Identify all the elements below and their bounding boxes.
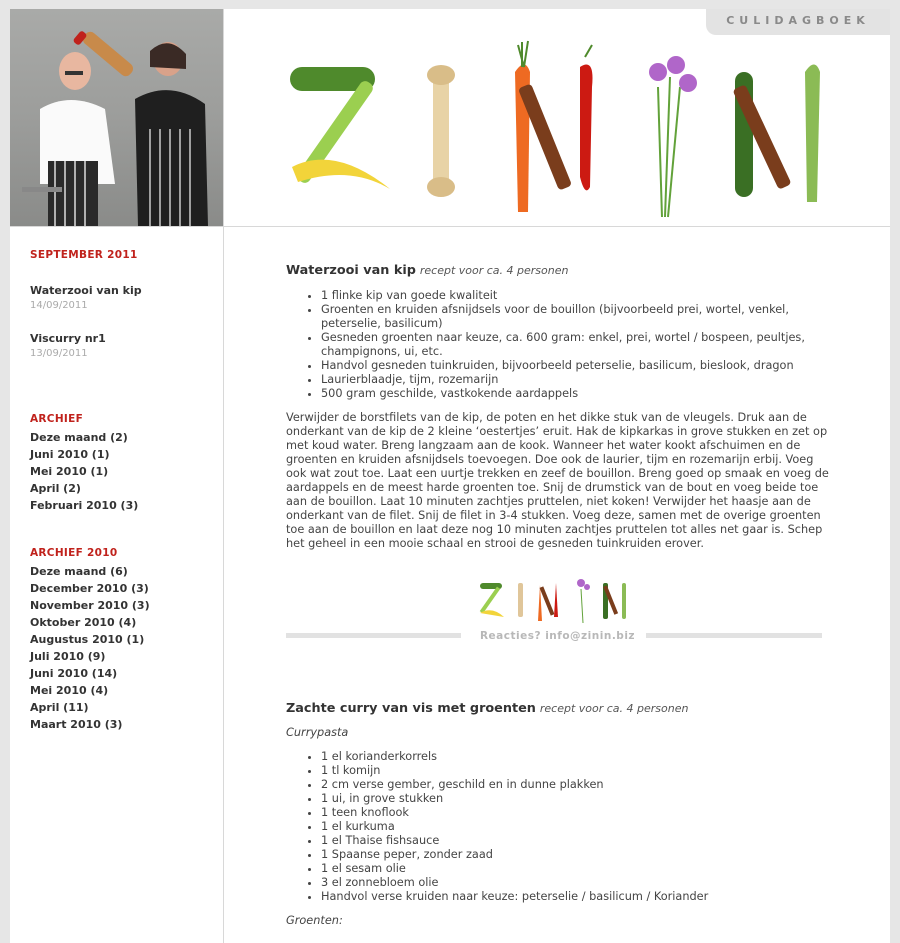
ingredient: • 1 el kurkuma bbox=[321, 820, 831, 834]
ingredient: • 3 el zonnebloem olie bbox=[321, 876, 831, 890]
ingredient: • Gesneden groenten naar keuze, ca. 600 gram: enkel, prei, wortel / bospeen, peultjes, champignons, ui, etc. bbox=[321, 331, 831, 359]
ingredient: • 1 el Thaise fishsauce bbox=[321, 834, 831, 848]
ingredient: • Laurierblaadje, tijm, rozemarijn bbox=[321, 373, 831, 387]
header-photo bbox=[10, 9, 223, 226]
ingredient: • 2 cm verse gember, geschild en in dunne plakken bbox=[321, 778, 831, 792]
ingredient: • 1 ui, in grove stukken bbox=[321, 792, 831, 806]
recipe-curry bbox=[286, 702, 831, 928]
section-heading: Groenten: bbox=[286, 914, 343, 927]
column-divider bbox=[223, 9, 224, 943]
archief-heading: ARCHIEF bbox=[30, 413, 84, 425]
separator-left bbox=[286, 633, 461, 638]
ingredient: • Handvol gesneden tuinkruiden, bijvoorbeeld peterselie, basilicum, bieslook, dragon bbox=[321, 359, 831, 373]
zinin-logo[interactable] bbox=[280, 27, 840, 227]
ingredient: • 500 gram geschilde, vastkokende aardappels bbox=[321, 387, 831, 401]
archief-2010-link[interactable]: Oktober 2010 (4) bbox=[30, 616, 137, 629]
contact-email-link[interactable]: Reacties? info@zinin.biz bbox=[479, 630, 636, 642]
archief-link[interactable]: Deze maand (2) bbox=[30, 431, 128, 444]
separator-right bbox=[646, 633, 822, 638]
archief-2010-link[interactable]: Juli 2010 (9) bbox=[30, 650, 106, 663]
ingredient: • 1 teen knoflook bbox=[321, 806, 831, 820]
page bbox=[10, 9, 890, 943]
ingredient: • 1 Spaanse peper, zonder zaad bbox=[321, 848, 831, 862]
sidebar-post-date: 14/09/2011 bbox=[30, 300, 88, 311]
archief-2010-link[interactable]: April (11) bbox=[30, 701, 89, 714]
archief-2010-list bbox=[30, 563, 220, 733]
zinin-mini-logo bbox=[478, 571, 633, 625]
archief-2010-link[interactable]: November 2010 (3) bbox=[30, 599, 150, 612]
recipe-subtitle: recept voor ca. 4 personen bbox=[419, 264, 569, 277]
recipe-title bbox=[286, 264, 831, 278]
archief-link[interactable]: Juni 2010 (1) bbox=[30, 448, 110, 461]
recipe-waterzooi bbox=[286, 264, 831, 551]
ingredient: • 1 tl komijn bbox=[321, 764, 831, 778]
sidebar-post-link[interactable]: Viscurry nr1 bbox=[30, 332, 106, 345]
recipe-subtitle: recept voor ca. 4 personen bbox=[539, 702, 689, 715]
ingredient-list bbox=[286, 289, 831, 401]
ingredient-list bbox=[286, 750, 831, 904]
sidebar-post-link[interactable]: Waterzooi van kip bbox=[30, 284, 142, 297]
archief-2010-heading: ARCHIEF 2010 bbox=[30, 547, 118, 559]
archief-2010-link[interactable]: Mei 2010 (4) bbox=[30, 684, 109, 697]
ingredient: • Groenten en kruiden afsnijdsels voor de bouillon (bijvoorbeeld prei, wortel, venkel, peterselie, basilicum) bbox=[321, 303, 831, 331]
archief-link[interactable]: Mei 2010 (1) bbox=[30, 465, 109, 478]
chefs-photo bbox=[10, 9, 223, 226]
archief-2010-link[interactable]: Deze maand (6) bbox=[30, 565, 128, 578]
ingredient: • 1 el korianderkorrels bbox=[321, 750, 831, 764]
section-heading: Currypasta bbox=[286, 726, 349, 739]
recipe-title-text: Zachte curry van vis met groenten bbox=[286, 701, 536, 716]
recipe-title-text: Waterzooi van kip bbox=[286, 263, 416, 278]
sidebar-post-date: 13/09/2011 bbox=[30, 348, 88, 359]
archief-link[interactable]: April (2) bbox=[30, 482, 81, 495]
archief-list bbox=[30, 429, 220, 514]
archief-2010-link[interactable]: Juni 2010 (14) bbox=[30, 667, 118, 680]
culidagboek-tab[interactable]: CULIDAGBOEK bbox=[706, 9, 890, 35]
recipe-title bbox=[286, 702, 831, 716]
ingredient: • 1 flinke kip van goede kwaliteit bbox=[321, 289, 831, 303]
current-month-heading: SEPTEMBER 2011 bbox=[30, 249, 138, 261]
archief-link[interactable]: Februari 2010 (3) bbox=[30, 499, 139, 512]
archief-2010-link[interactable]: Maart 2010 (3) bbox=[30, 718, 123, 731]
sidebar bbox=[30, 249, 220, 733]
ingredient: • Handvol verse kruiden naar keuze: peterselie / basilicum / Koriander bbox=[321, 890, 831, 904]
archief-2010-link[interactable]: Augustus 2010 (1) bbox=[30, 633, 145, 646]
ingredient: • 1 el sesam olie bbox=[321, 862, 831, 876]
archief-2010-link[interactable]: December 2010 (3) bbox=[30, 582, 149, 595]
recipe-method: Verwijder de borstfilets van de kip, de poten en het dikke stuk van de vleugels. Druk aan de onderkant van de kip de 2 kleine ‘oestertjes’ eruit. Hak de kipkarkas in grove stukken en zet op met koud water. Breng langzaam aan de kook. Wanneer het water kookt afschuimen en de groenten en kruiden afsnijdsels toevoegen. Doe ook de laurier, tijm en rozemarijn erbij. Voeg ook wat zout toe. Laat een uurtje trekken en zeef de bouillon. Breng goed op smaak en voeg de aardappels en de meest harde groenten toe. Snij de drumstick van de bout en voeg beide toe aan de bouillon. Laat 10 minuten zachtjes pruttelen, niet koken! Verwijder het haasje aan de onderkant van de filet. Snij de filet in 3-4 stukken. Voeg deze, samen met de overige groenten toe aan de bouillon en laat deze nog 10 minuten zachtjes pruttelen tot alles net gaar is. Schep het geheel in een mooie schaal en strooi de gesneden tuinkruiden erover. bbox=[286, 411, 829, 550]
